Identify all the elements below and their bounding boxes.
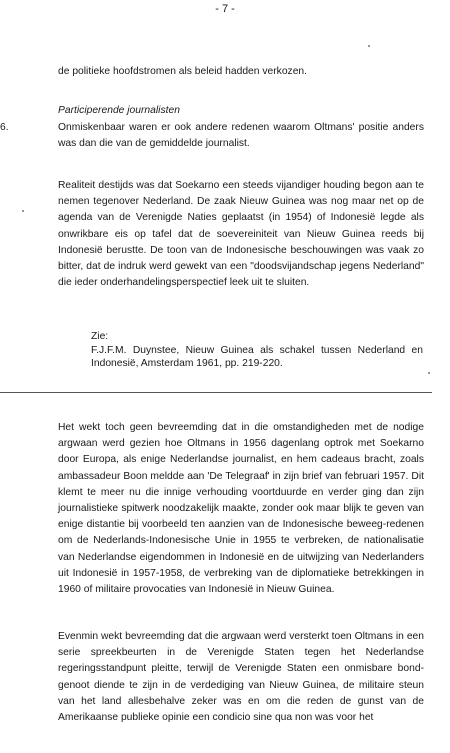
- citation-text: F.J.F.M. Duynstee, Nieuw Guinea als schakel tussen Nederland en Indonesië, Amsterdam 1961, pp. 219-220.: [91, 345, 423, 369]
- section-lead-paragraph: Onmiskenbaar waren er ook andere redenen waarom Oltmans' positie anders was dan die van de gemiddelde journalist.: [58, 122, 424, 150]
- intro-tail-paragraph: de politieke hoofdstromen als beleid hadden verkozen.: [58, 66, 308, 77]
- united-states-paragraph: Evenmin wekt bevreemding dat die argwaan werd versterkt toen Oltmans in een serie spreekbeurten in de Verenigde Staten tegen het Nederlandse regeringsstandpunt pleitte, terwijl de Verenigde Staten een onmisbare bond-genoot diende te zijn in de verdediging van Nieuw Guinea, de militaire steun van het land allesbehalve zeker was en om die reden de gunst van de Amerikaanse publieke opinie een condicio sine qua non was voor het: [58, 631, 424, 724]
- citation-label: Zie:: [91, 331, 109, 342]
- reality-paragraph: Realiteit destijds was dat Soekarno een steeds vijandiger houding begon aan te nemen tegenover Nederland. De zaak Nieuw Guinea was nog maar net op de agenda van de Verenigde Naties geplaatst (in 1954) of Indonesië legde als onwrikbare eis op tafel dat de soevereiniteit van Nieuw Guinea reeds bij Indonesië berustte. De toon van de Indonesische beschouwingen was vaak zo bitter, dat de indruk werd gewekt van een "doodsvijandschap jegens Nederland" die ieder onderhandelingsperspectief leek uit te sluiten.: [58, 180, 424, 289]
- page-number: - 7 -: [215, 3, 235, 15]
- scan-speck: [368, 45, 370, 47]
- scan-speck: [428, 372, 430, 374]
- section-number: 6.: [0, 122, 9, 133]
- section-divider: [0, 392, 432, 393]
- section-heading: Participerende journalisten: [58, 105, 180, 116]
- scan-speck: [22, 210, 24, 212]
- suspicion-paragraph: Het wekt toch geen bevreemding dat in die omstandigheden met de nodige argwaan werd gezien hoe Oltmans in 1956 dagenlang optrok met Soekarno door Europa, als enige Nederlandse journalist, en hem cadeaus bracht, zoals ambassadeur Boon meldde aan 'De Telegraaf' in zijn brief van februari 1957. Dit klemt te meer nu die innige verhouding voortduurde en verder ging dan zijn journalistieke spitwerk noodzakelijk maakte, zonder ook maar blijk te geven van enige distantie bij voorbeeld ten aanzien van de Indonesische beweeg-redenen om de Nederlands-Indonesische Unie in 1955 te verbreken, de nationalisatie van Nederlandse eigendommen in Indonesië en de uitwijzing van Nederlanders uit Indonesië in 1957-1958, de verbreking van de diplomatieke betrekkingen in 1960 of militaire provocaties van Indonesië in Nieuw Guinea.: [58, 422, 424, 596]
